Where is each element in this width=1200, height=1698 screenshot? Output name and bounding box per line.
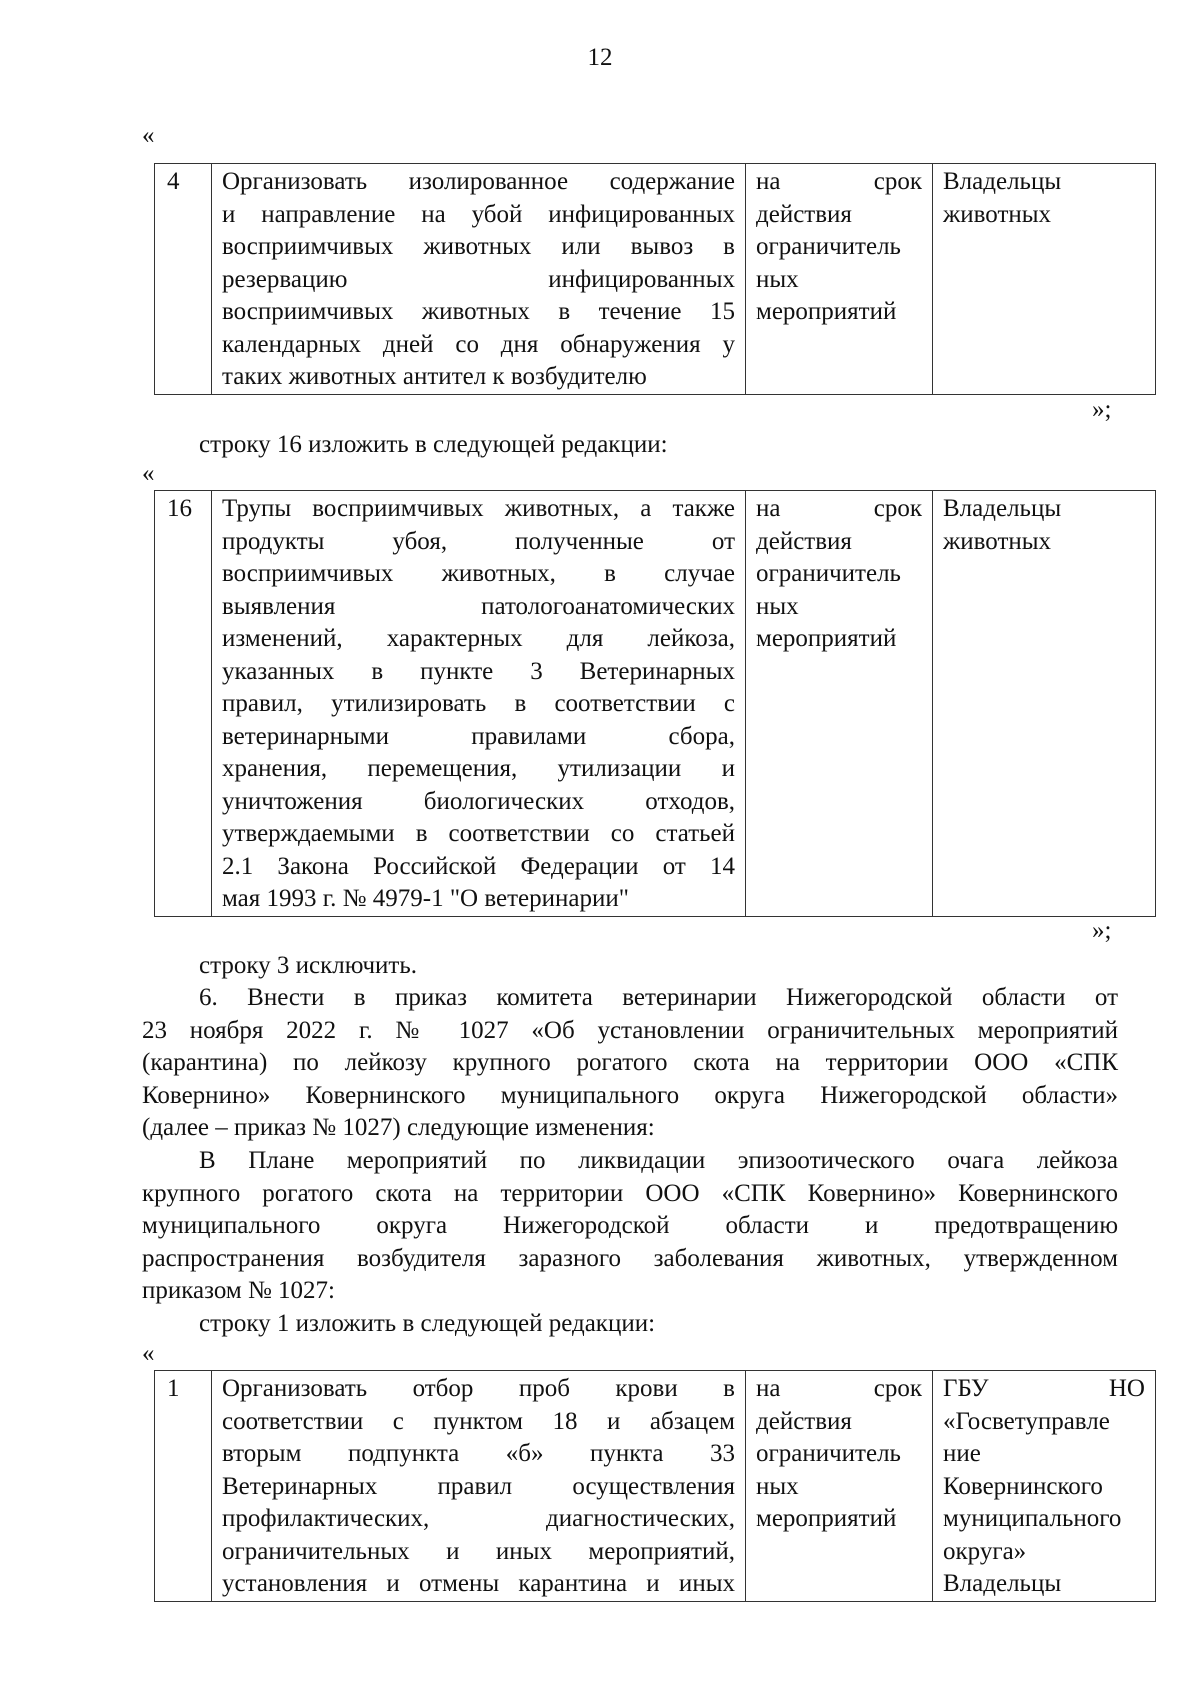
text-line: продукты убоя, полученные от: [222, 527, 735, 555]
text-line: уничтожения биологических отходов,: [222, 787, 735, 815]
text-line: округа»: [943, 1537, 1027, 1565]
text-line: восприимчивых животных, в случае: [222, 560, 735, 587]
text-line: ных: [756, 1472, 799, 1500]
text-line: ограничитель: [756, 1440, 901, 1467]
text-line: таких животных антител к возбудителю: [222, 363, 647, 390]
text-line: В Плане мероприятий по ликвидации эпизоотического очага лейкоза: [199, 1147, 1118, 1174]
text-line: ГБУ НО: [943, 1375, 1145, 1402]
text-line: крупного рогатого скота на территории ООО «СПК Ковернино» Ковернинского: [142, 1179, 1118, 1207]
row-number: 16: [155, 491, 212, 917]
text-line: распространения возбудителя заразного заболевания животных, утвержденном: [142, 1244, 1118, 1272]
opening-quote: «: [142, 460, 155, 487]
text-line: выявления патологоанатомических: [222, 592, 735, 620]
text-line: мероприятий: [756, 1505, 897, 1532]
instruction-text: строку 3 исключить.: [199, 952, 417, 979]
table-row-16: [154, 490, 1156, 917]
responsible-cell: [933, 491, 1156, 917]
text-line: ние: [943, 1440, 981, 1467]
text-line: 23 ноября 2022 г. № 1027 «Об установлении ограничительных мероприятий: [142, 1016, 1118, 1044]
text-line: ограничитель: [756, 233, 901, 260]
text-line: на срок: [756, 168, 922, 195]
text-line: мероприятий: [756, 625, 897, 652]
text-line: утверждаемыми в соответствии со статьей: [222, 820, 735, 847]
text-line: Владельцы: [943, 1570, 1062, 1597]
text-line: и направление на убой инфицированных: [222, 200, 735, 228]
text-line: профилактических, диагностических,: [222, 1505, 735, 1532]
text-line: вторым подпункта «б» пункта 33: [222, 1440, 735, 1467]
text-line: на срок: [756, 495, 922, 522]
text-line: Ковернино» Ковернинского муниципального округа Нижегородской области»: [142, 1081, 1118, 1109]
responsible-cell: [933, 164, 1156, 395]
opening-quote: «: [142, 122, 155, 149]
text-line: Владельцы: [943, 495, 1062, 522]
term-cell: [746, 1371, 933, 1602]
text-line: муниципального округа Нижегородской области и предотвращению: [142, 1212, 1118, 1239]
text-line: ных: [756, 265, 799, 293]
paragraph-6: [142, 982, 1118, 1145]
closing-quote: »;: [1092, 917, 1112, 944]
paragraph-plan: [142, 1145, 1118, 1308]
text-line: «Госветуправле: [943, 1407, 1110, 1435]
table-row-1: [154, 1370, 1156, 1602]
text-line: мероприятий: [756, 298, 897, 325]
text-line: установления и отмены карантина и иных: [222, 1570, 735, 1597]
instruction-text: строку 1 изложить в следующей редакции:: [199, 1310, 656, 1337]
text-line: (карантина) по лейкозу крупного рогатого скота на территории ООО «СПК: [142, 1049, 1118, 1076]
action-cell: [212, 1371, 746, 1602]
text-line: ных: [756, 592, 799, 620]
text-line: ограничительных и иных мероприятий,: [222, 1537, 735, 1565]
text-line: ветеринарными правилами сбора,: [222, 722, 735, 750]
text-line: резервацию инфицированных: [222, 265, 735, 293]
table-row-4: [154, 163, 1156, 395]
text-line: приказом № 1027:: [142, 1277, 335, 1304]
text-line: 6. Внести в приказ комитета ветеринарии Нижегородской области от: [199, 984, 1118, 1011]
term-cell: [746, 491, 933, 917]
text-line: мая 1993 г. № 4979-1 "О ветеринарии": [222, 885, 629, 912]
row-number: 1: [155, 1371, 212, 1602]
text-line: действия: [756, 1407, 852, 1435]
text-line: правил, утилизировать в соответствии с: [222, 690, 735, 717]
text-line: восприимчивых животных в течение 15: [222, 298, 735, 325]
instruction-text: строку 16 изложить в следующей редакции:: [199, 431, 668, 458]
text-line: Ветеринарных правил осуществления: [222, 1472, 735, 1500]
action-cell: [212, 164, 746, 395]
text-line: календарных дней со дня обнаружения у: [222, 330, 735, 358]
text-line: хранения, перемещения, утилизации и: [222, 755, 735, 782]
text-line: Ковернинского: [943, 1472, 1103, 1500]
action-cell: [212, 491, 746, 917]
text-line: животных: [943, 200, 1052, 228]
text-line: муниципального: [943, 1505, 1122, 1532]
term-cell: [746, 164, 933, 395]
text-line: на срок: [756, 1375, 922, 1402]
text-line: Трупы восприимчивых животных, а также: [222, 495, 735, 522]
text-line: (далее – приказ № 1027) следующие изменения:: [142, 1114, 655, 1141]
text-line: действия: [756, 527, 852, 555]
responsible-cell: [933, 1371, 1156, 1602]
text-line: Владельцы: [943, 168, 1062, 195]
text-line: ограничитель: [756, 560, 901, 587]
text-line: изменений, характерных для лейкоза,: [222, 625, 735, 652]
opening-quote: «: [142, 1340, 155, 1367]
closing-quote: »;: [1092, 396, 1112, 423]
text-line: животных: [943, 527, 1052, 555]
text-line: 2.1 Закона Российской Федерации от 14: [222, 852, 735, 880]
page-number: 12: [587, 44, 613, 71]
text-line: указанных в пункте 3 Ветеринарных: [222, 657, 735, 685]
text-line: восприимчивых животных или вывоз в: [222, 233, 735, 260]
text-line: Организовать изолированное содержание: [222, 168, 735, 195]
text-line: соответствии с пунктом 18 и абзацем: [222, 1407, 735, 1435]
text-line: Организовать отбор проб крови в: [222, 1375, 735, 1402]
text-line: действия: [756, 200, 852, 228]
row-number: 4: [155, 164, 212, 395]
